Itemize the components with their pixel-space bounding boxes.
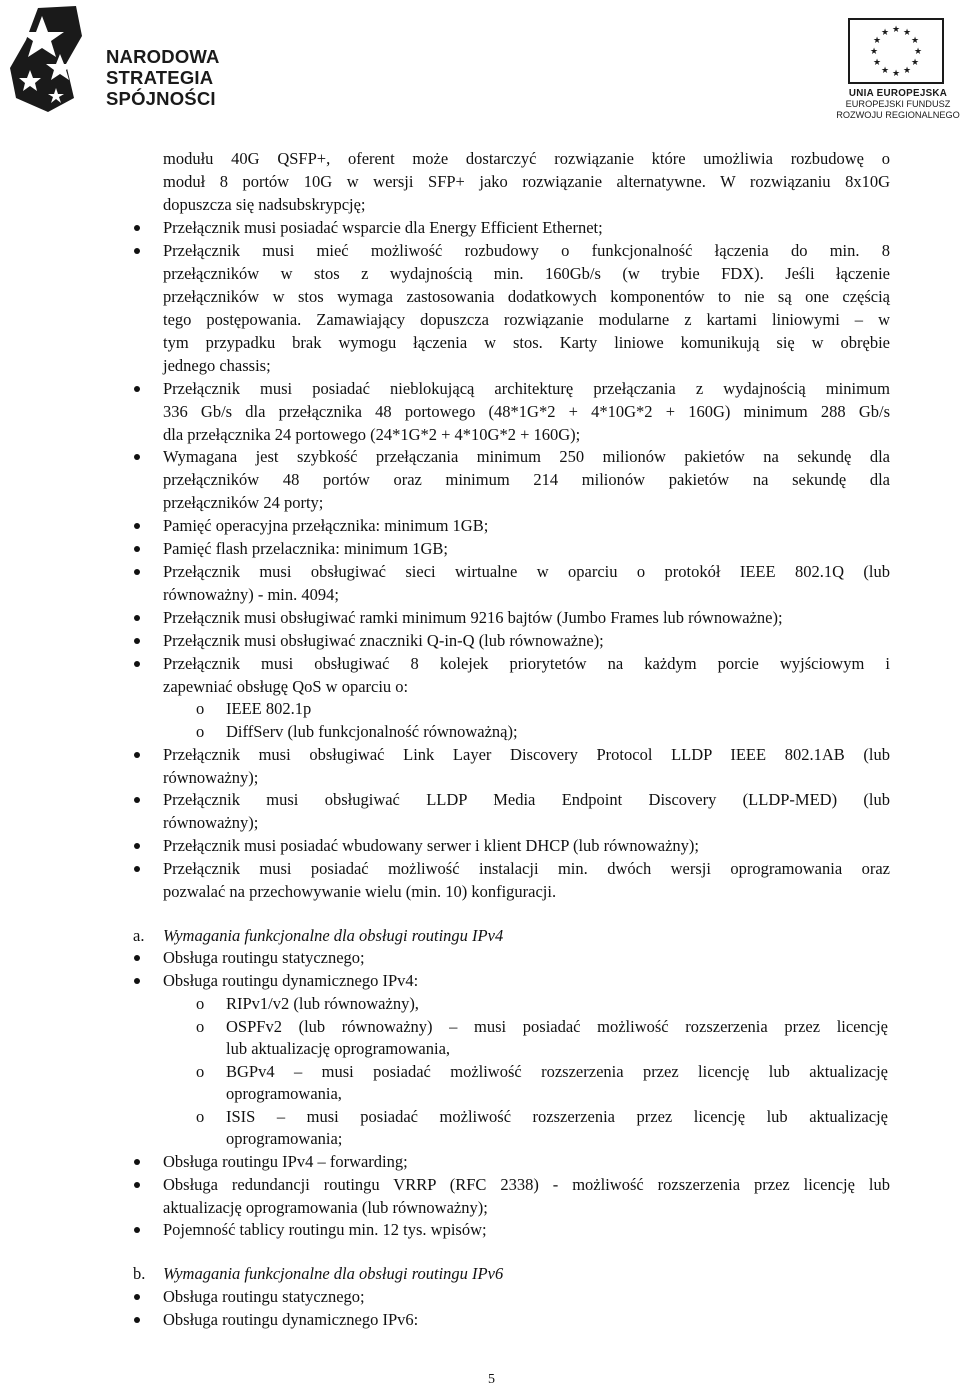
eu-logo bbox=[836, 18, 960, 128]
text-line: DiffServ (lub funkcjonalność równoważną); bbox=[226, 722, 518, 741]
text-line: BGPv4 – musi posiadać możliwość rozszerzenia przez licencję lub aktualizację bbox=[226, 1062, 888, 1081]
text-line: Przełącznik musi posiadać nieblokującą architekturę przełączania z wydajnością minimum bbox=[163, 379, 890, 398]
bullet bbox=[134, 1159, 140, 1165]
bullet bbox=[134, 843, 140, 849]
text-line: Przełącznik musi posiadać możliwość instalacji min. dwóch wersji oprogramowania oraz bbox=[163, 859, 890, 878]
bullet bbox=[134, 1317, 140, 1323]
bullet bbox=[134, 797, 140, 803]
bullet bbox=[134, 955, 140, 961]
bullet bbox=[134, 615, 140, 621]
bullet bbox=[134, 569, 140, 575]
bullet bbox=[134, 638, 140, 644]
svg-text:★: ★ bbox=[880, 28, 890, 38]
eu-logo-line2: EUROPEJSKI FUNDUSZ bbox=[845, 99, 951, 109]
section-heading: Wymagania funkcjonalne dla obsługi routingu IPv6 bbox=[163, 1264, 504, 1283]
svg-text:★: ★ bbox=[902, 28, 912, 38]
bullet bbox=[134, 752, 140, 758]
eu-logo-line3: ROZWOJU REGIONALNEGO bbox=[836, 110, 960, 120]
svg-text:★: ★ bbox=[891, 69, 901, 79]
svg-text:★: ★ bbox=[869, 47, 879, 57]
bullet bbox=[134, 1294, 140, 1300]
text-line: Przełącznik musi obsługiwać znaczniki Q-in-Q (lub równoważne); bbox=[163, 631, 604, 650]
section-label-a: a. bbox=[133, 926, 145, 945]
text-line: przełączników 48 portów oraz minimum 214 milionów pakietów na sekundę dla bbox=[163, 470, 890, 489]
sub-bullet-marker: o bbox=[196, 699, 205, 718]
text-line: ISIS – musi posiadać możliwość rozszerzenia przez licencję lub aktualizację bbox=[226, 1107, 888, 1126]
text-line: Przełącznik musi obsługiwać LLDP Media Endpoint Discovery (LLDP-MED) (lub bbox=[163, 790, 890, 809]
text-line: Przełącznik musi obsługiwać 8 kolejek priorytetów na każdym porcie wyjściowym i bbox=[163, 654, 890, 673]
bullet bbox=[134, 866, 140, 872]
svg-text:★: ★ bbox=[872, 58, 882, 68]
text-line: Przełącznik musi posiadać wsparcie dla Energy Efficient Ethernet; bbox=[163, 218, 603, 237]
text-line: równoważny) - min. 4094; bbox=[163, 585, 339, 604]
text-line: OSPFv2 (lub równoważny) – musi posiadać możliwość rozszerzenia przez licencję bbox=[226, 1017, 888, 1036]
text-line: zapewniać obsługę QoS w oparciu o: bbox=[163, 677, 409, 696]
eu-logo-line1: UNIA EUROPEJSKA bbox=[848, 88, 948, 99]
text-line: pozwalać na przechowywanie wielu (min. 10) konfiguracji. bbox=[163, 882, 557, 901]
svg-text:★: ★ bbox=[872, 36, 882, 46]
text-line: Pamięć operacyjna przełącznika: minimum 1GB; bbox=[163, 516, 489, 535]
text-line: Przełącznik musi obsługiwać ramki minimum 9216 bajtów (Jumbo Frames lub równoważne); bbox=[163, 608, 783, 627]
text-line: IEEE 802.1p bbox=[226, 699, 312, 718]
text-line: przełączników w stos wymaga zastosowania dodatkowych komponentów to nie są one częścią bbox=[163, 287, 890, 306]
text-line: Obsługa routingu dynamicznego IPv6: bbox=[163, 1310, 419, 1329]
bullet bbox=[134, 546, 140, 552]
svg-text:★: ★ bbox=[913, 47, 923, 57]
sub-bullet-marker: o bbox=[196, 722, 205, 741]
bullet bbox=[134, 523, 140, 529]
nss-logo-line1: NARODOWA bbox=[106, 46, 220, 67]
text-line: Obsługa routingu IPv4 – forwarding; bbox=[163, 1152, 408, 1171]
bullet bbox=[134, 1227, 140, 1233]
svg-text:★: ★ bbox=[910, 58, 920, 68]
text-line: Obsługa routingu statycznego; bbox=[163, 1287, 365, 1306]
text-line: moduł 8 portów 10G w wersji SFP+ jako rozwiązanie alternatywne. W rozwiązaniu 8x10G bbox=[163, 172, 890, 191]
narodowa-strategia-spojnosci-logo bbox=[8, 6, 308, 116]
text-line: Przełącznik musi posiadać wbudowany serwer i klient DHCP (lub równoważny); bbox=[163, 836, 699, 855]
svg-text:★: ★ bbox=[880, 66, 890, 76]
svg-text:★: ★ bbox=[910, 36, 920, 46]
text-line: oprogramowania, bbox=[226, 1084, 342, 1103]
bullet bbox=[134, 248, 140, 254]
text-line: Pojemność tablicy routingu min. 12 tys. wpisów; bbox=[163, 1220, 487, 1239]
text-line: modułu 40G QSFP+, oferent może dostarczyć rozwiązanie które umożliwia rozbudowę o bbox=[163, 149, 890, 168]
text-line: Wymagana jest szybkość przełączania minimum 250 milionów pakietów na sekundę dla bbox=[163, 447, 890, 466]
text-line: Obsługa routingu statycznego; bbox=[163, 948, 365, 967]
bullet bbox=[134, 225, 140, 231]
text-line: Obsługa routingu dynamicznego IPv4: bbox=[163, 971, 419, 990]
page-number: 5 bbox=[488, 1372, 495, 1387]
bullet bbox=[134, 661, 140, 667]
text-line: RIPv1/v2 (lub równoważny), bbox=[226, 994, 419, 1013]
text-line: przełączników w stos z wydajnością min. 160Gb/s (w trybie FDX). Jeśli łączenie bbox=[163, 264, 890, 283]
sub-bullet-marker: o bbox=[196, 1062, 205, 1081]
sub-bullet-marker: o bbox=[196, 994, 205, 1013]
sub-bullet-marker: o bbox=[196, 1107, 205, 1126]
text-line: oprogramowania; bbox=[226, 1129, 343, 1148]
text-line: Przełącznik musi obsługiwać Link Layer Discovery Protocol LLDP IEEE 802.1AB (lub bbox=[163, 745, 890, 764]
bullet bbox=[134, 386, 140, 392]
eu-flag-icon bbox=[848, 18, 944, 84]
bullet bbox=[134, 978, 140, 984]
svg-text:★: ★ bbox=[891, 25, 901, 35]
text-line: lub aktualizację oprogramowania, bbox=[226, 1039, 451, 1058]
text-line: równoważny); bbox=[163, 768, 259, 787]
text-line: Przełącznik musi mieć możliwość rozbudowy o funkcjonalność łączenia do min. 8 bbox=[163, 241, 890, 260]
sub-bullet-marker: o bbox=[196, 1017, 205, 1036]
text-line: Obsługa redundancji routingu VRRP (RFC 2338) - możliwość rozszerzenia przez licencję lub bbox=[163, 1175, 890, 1194]
section-heading: Wymagania funkcjonalne dla obsługi routingu IPv4 bbox=[163, 926, 504, 945]
text-line: Przełącznik musi obsługiwać sieci wirtualne w oparciu o protokół IEEE 802.1Q (lub bbox=[163, 562, 890, 581]
text-line: aktualizację oprogramowania (lub równoważny); bbox=[163, 1198, 488, 1217]
text-line: tym przypadku brak wymogu łączenia w stos. Karty liniowe komunikują się w obrębie bbox=[163, 333, 890, 352]
text-line: 336 Gb/s dla przełącznika 48 portowego (48*1G*2 + 4*10G*2 + 160G) minimum 288 Gb/s bbox=[163, 402, 890, 421]
text-line: przełączników 24 porty; bbox=[163, 493, 324, 512]
nss-emblem-icon bbox=[8, 6, 98, 114]
text-line: dla przełącznika 24 portowego (24*1G*2 + 4*10G*2 + 160G); bbox=[163, 425, 581, 444]
nss-logo-line2: STRATEGIA SPÓJNOŚCI bbox=[106, 67, 216, 109]
text-line: dopuszcza się nadsubskrypcję; bbox=[163, 195, 366, 214]
bullet bbox=[134, 1182, 140, 1188]
bullet bbox=[134, 454, 140, 460]
section-label-b: b. bbox=[133, 1264, 146, 1283]
svg-text:★: ★ bbox=[902, 66, 912, 76]
text-line: jednego chassis; bbox=[163, 356, 271, 375]
text-line: tego postępowania. Zamawiający dopuszcza rozwiązanie modularne z kartami liniowymi – w bbox=[163, 310, 890, 329]
text-line: równoważny); bbox=[163, 813, 259, 832]
text-line: Pamięć flash przelacznika: minimum 1GB; bbox=[163, 539, 449, 558]
